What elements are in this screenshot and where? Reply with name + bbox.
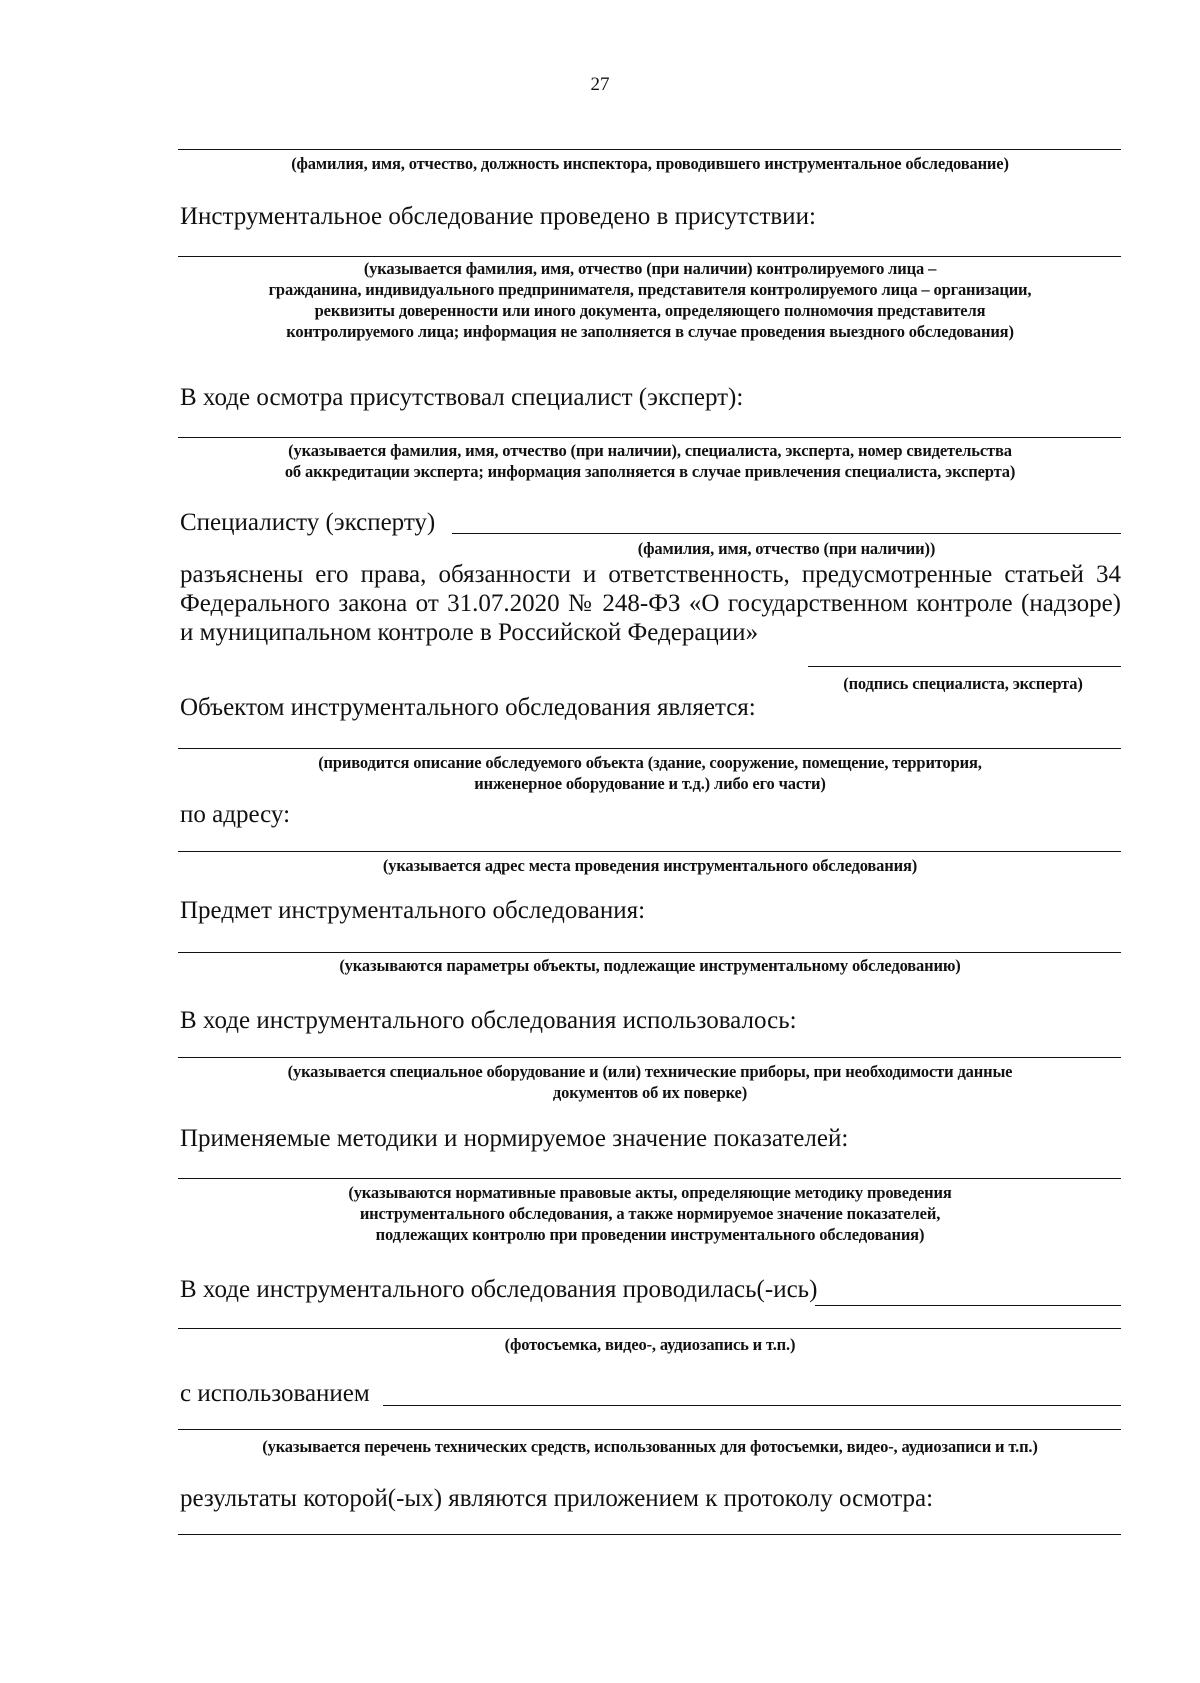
rights-line: Федерального закона от 31.07.2020 № 248-ФЗ «О государственном контроле (надзоре) — [180, 590, 1121, 617]
inspector-caption: (фамилия, имя, отчество, должность инспектора, проводившего инструментальное обследование) — [291, 154, 1009, 173]
object-line — [178, 748, 1121, 749]
address-label: по адресу: — [180, 801, 291, 828]
equipment-caption-line: (указывается специальное оборудование и (или) технические приборы, при необходимости данные — [287, 1062, 1013, 1081]
address-line — [178, 851, 1121, 852]
rights-line: разъяснены его права, обязанности и ответственность, предусмотренные статьей 34 — [180, 561, 1121, 588]
equipment-caption-line: документов об их поверке) — [552, 1083, 748, 1102]
presence-caption-line: гражданина, индивидуального предпринимателя, представителя контролируемого лица – организации, — [268, 280, 1032, 299]
object-caption — [160, 752, 1140, 794]
object-caption-line: инженерное оборудование и т.д.) либо его части) — [474, 774, 826, 793]
equipment-heading: В ходе инструментального обследования использовалось: — [180, 1007, 797, 1034]
methods-caption-line: подлежащих контролю при проведении инструментального обследования) — [375, 1225, 925, 1244]
expert-line — [178, 437, 1121, 438]
to-expert-caption: (фамилия, имя, отчество (при наличии)) — [637, 539, 936, 558]
presence-caption-line: реквизиты доверенности или иного документа, определяющего полномочия представителя — [314, 301, 986, 320]
subject-caption: (указываются параметры объекты, подлежащие инструментальному обследованию) — [339, 956, 961, 975]
methods-line — [178, 1178, 1121, 1179]
signature-line — [808, 666, 1121, 667]
methods-heading: Применяемые методики и нормируемое значение показателей: — [180, 1125, 849, 1152]
equipment-line — [178, 1057, 1121, 1058]
expert-caption-line: (указывается фамилия, имя, отчество (при наличии), специалиста, эксперта, номер свидетельства — [288, 441, 1012, 460]
results-label: результаты которой(-ых) являются приложением к протоколу осмотра: — [180, 1485, 934, 1512]
using-line — [178, 1429, 1121, 1430]
equipment-caption — [160, 1061, 1140, 1103]
methods-caption-line: инструментального обследования, а также нормируемое значение показателей, — [359, 1204, 941, 1223]
address-caption: (указывается адрес места проведения инструментального обследования) — [382, 856, 918, 875]
page-number: 27 — [590, 74, 610, 95]
using-label: с использованием — [180, 1380, 370, 1407]
subject-heading: Предмет инструментального обследования: — [180, 897, 646, 924]
recording-line — [178, 1328, 1121, 1329]
recording-label: В ходе инструментального обследования проводилась(-ись) — [180, 1276, 818, 1303]
using-line-inline — [383, 1405, 1121, 1406]
methods-caption — [160, 1182, 1140, 1245]
presence-line — [178, 256, 1121, 257]
object-caption-line: (приводится описание обследуемого объекта (здание, сооружение, помещение, территория, — [318, 753, 982, 772]
signature-caption: (подпись специалиста, эксперта) — [843, 674, 1083, 693]
methods-caption-line: (указываются нормативные правовые акты, определяющие методику проведения — [348, 1183, 952, 1202]
using-caption: (указывается перечень технических средств, использованных для фотосъемки, видео-, аудиозаписи и т.п.) — [262, 1437, 1038, 1456]
subject-line — [178, 952, 1121, 953]
recording-caption: (фотосъемка, видео-, аудиозапись и т.п.) — [504, 1335, 796, 1354]
rights-line: и муниципальном контроле в Российской Федерации» — [180, 619, 759, 646]
presence-caption-line: контролируемого лица; информация не заполняется в случае проведения выездного обследования) — [286, 322, 1014, 341]
expert-caption — [160, 440, 1140, 482]
expert-heading: В ходе осмотра присутствовал специалист (эксперт): — [180, 384, 744, 411]
object-heading: Объектом инструментального обследования является: — [180, 694, 756, 721]
presence-caption — [160, 258, 1140, 342]
presence-caption-line: (указывается фамилия, имя, отчество (при наличии) контролируемого лица – — [363, 259, 937, 278]
to-expert-line — [452, 533, 1121, 534]
presence-heading: Инструментальное обследование проведено в присутствии: — [180, 203, 816, 230]
expert-caption-line: об аккредитации эксперта; информация заполняется в случае привлечения специалиста, эксперта) — [284, 462, 1016, 481]
rights-paragraph — [180, 560, 1121, 647]
results-line — [178, 1534, 1121, 1535]
inspector-line — [178, 149, 1121, 150]
to-expert-label: Специалисту (эксперту) — [180, 509, 436, 536]
recording-line-inline — [815, 1305, 1121, 1306]
